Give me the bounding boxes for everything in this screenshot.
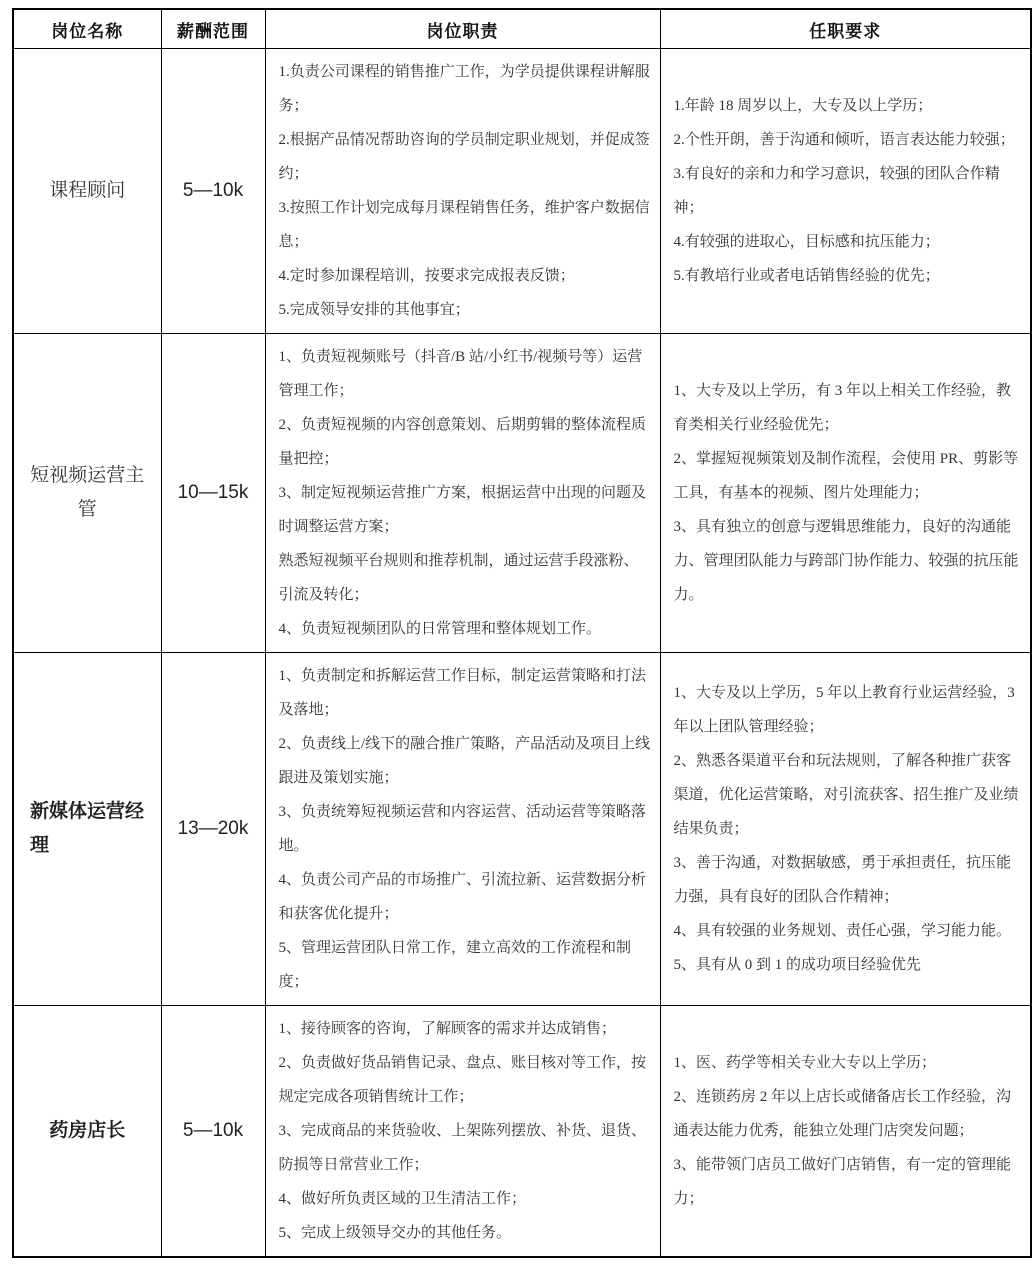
table-row-new-media-manager bbox=[13, 653, 1031, 1006]
duty-item: 3.按照工作计划完成每月课程销售任务，维护客户数据信息； bbox=[278, 200, 650, 250]
position-title: 短视频运营主管 bbox=[13, 334, 161, 653]
requirement-item: 2.个性开朗，善于沟通和倾听，语言表达能力较强； bbox=[673, 132, 1015, 148]
requirements-cell bbox=[660, 653, 1031, 1006]
salary-range: 5—10k bbox=[161, 1006, 265, 1258]
column-header-salary-range: 薪酬范围 bbox=[161, 9, 265, 49]
duty-item: 4.定时参加课程培训，按要求完成报表反馈； bbox=[278, 268, 575, 284]
duties-cell bbox=[265, 653, 660, 1006]
job-postings-table bbox=[12, 8, 1032, 1258]
column-header-position-name: 岗位名称 bbox=[13, 9, 161, 49]
duty-item: 4、做好所负责区域的卫生清洁工作； bbox=[278, 1191, 527, 1207]
requirement-item: 3、善于沟通，对数据敏感，勇于承担责任，抗压能力强，具有良好的团队合作精神； bbox=[673, 855, 1012, 905]
salary-range: 5—10k bbox=[161, 49, 265, 334]
requirement-item: 1、大专及以上学历，5 年以上教育行业运营经验，3 年以上团队管理经验； bbox=[673, 685, 1015, 735]
requirements-cell bbox=[660, 1006, 1031, 1258]
requirement-item: 3.有良好的亲和力和学习意识，较强的团队合作精神； bbox=[673, 166, 1000, 216]
table-row-short-video-supervisor bbox=[13, 334, 1031, 653]
requirement-item: 1、大专及以上学历，有 3 年以上相关工作经验，教育类相关行业经验优先； bbox=[673, 383, 1012, 433]
duty-item: 1、负责短视频账号（抖音/B 站/小红书/视频号等）运营管理工作； bbox=[278, 349, 643, 399]
duty-item: 2、负责短视频的内容创意策划、后期剪辑的整体流程质量把控； bbox=[278, 417, 647, 467]
requirement-item: 2、熟悉各渠道平台和玩法规则，了解各种推广获客渠道，优化运营策略，对引流获客、招生推广及业绩结果负责； bbox=[673, 753, 1019, 837]
requirement-item: 1.年龄 18 周岁以上，大专及以上学历； bbox=[673, 98, 933, 114]
duty-item: 1、接待顾客的咨询，了解顾客的需求并达成销售； bbox=[278, 1021, 617, 1037]
duty-item: 2、负责线上/线下的融合推广策略，产品活动及项目上线跟进及策划实施； bbox=[278, 736, 651, 786]
duty-item: 熟悉短视频平台规则和推荐机制，通过运营手段涨粉、引流及转化； bbox=[278, 553, 639, 603]
requirement-item: 3、具有独立的创意与逻辑思维能力，良好的沟通能力、管理团队能力与跨部门协作能力、较强的抗压能力。 bbox=[673, 519, 1019, 603]
table-row-pharmacy-manager bbox=[13, 1006, 1031, 1258]
table-row-course-consultant bbox=[13, 49, 1031, 334]
duty-item: 4、负责公司产品的市场推广、引流拉新、运营数据分析和获客优化提升； bbox=[278, 872, 647, 922]
table-header-row bbox=[13, 9, 1031, 49]
duty-item: 1.负责公司课程的销售推广工作，为学员提供课程讲解服务； bbox=[278, 64, 650, 114]
requirements-cell bbox=[660, 334, 1031, 653]
duty-item: 3、完成商品的来货验收、上架陈列摆放、补货、退货、防损等日常营业工作； bbox=[278, 1123, 647, 1173]
requirement-item: 2、连锁药房 2 年以上店长或储备店长工作经验，沟通表达能力优秀，能独立处理门店突发问题； bbox=[673, 1089, 1012, 1139]
column-header-duties: 岗位职责 bbox=[265, 9, 660, 49]
requirement-item: 5.有教培行业或者电话销售经验的优先； bbox=[673, 268, 940, 284]
requirement-item: 4.有较强的进取心，目标感和抗压能力； bbox=[673, 234, 940, 250]
requirements-cell bbox=[660, 49, 1031, 334]
duty-item: 3、制定短视频运营推广方案，根据运营中出现的问题及时调整运营方案； bbox=[278, 485, 647, 535]
duties-cell bbox=[265, 49, 660, 334]
salary-range: 13—20k bbox=[161, 653, 265, 1006]
duty-item: 2.根据产品情况帮助咨询的学员制定职业规划，并促成签约； bbox=[278, 132, 650, 182]
requirement-item: 5、具有从 0 到 1 的成功项目经验优先 bbox=[673, 957, 922, 973]
duty-item: 5.完成领导安排的其他事宜； bbox=[278, 302, 470, 318]
duty-item: 5、管理运营团队日常工作，建立高效的工作流程和制度； bbox=[278, 940, 632, 990]
duty-item: 4、负责短视频团队的日常管理和整体规划工作。 bbox=[278, 621, 602, 637]
duty-item: 1、负责制定和拆解运营工作目标，制定运营策略和打法及落地； bbox=[278, 668, 647, 718]
salary-range: 10—15k bbox=[161, 334, 265, 653]
position-title: 药房店长 bbox=[13, 1006, 161, 1258]
requirement-item: 1、医、药学等相关专业大专以上学历； bbox=[673, 1055, 937, 1071]
requirement-item: 3、能带领门店员工做好门店销售，有一定的管理能力； bbox=[673, 1157, 1012, 1207]
duties-cell bbox=[265, 1006, 660, 1258]
requirement-item: 2、掌握短视频策划及制作流程，会使用 PR、剪影等工具，有基本的视频、图片处理能力； bbox=[673, 451, 1019, 501]
column-header-requirements: 任职要求 bbox=[660, 9, 1031, 49]
position-title: 新媒体运营经理 bbox=[13, 653, 161, 1006]
position-title: 课程顾问 bbox=[13, 49, 161, 334]
requirement-item: 4、具有较强的业务规划、责任心强，学习能力能。 bbox=[673, 923, 1012, 939]
duty-item: 2、负责做好货品销售记录、盘点、账目核对等工作，按规定完成各项销售统计工作； bbox=[278, 1055, 647, 1105]
duty-item: 5、完成上级领导交办的其他任务。 bbox=[278, 1225, 512, 1241]
duties-cell bbox=[265, 334, 660, 653]
duty-item: 3、负责统筹短视频运营和内容运营、活动运营等策略落地。 bbox=[278, 804, 647, 854]
